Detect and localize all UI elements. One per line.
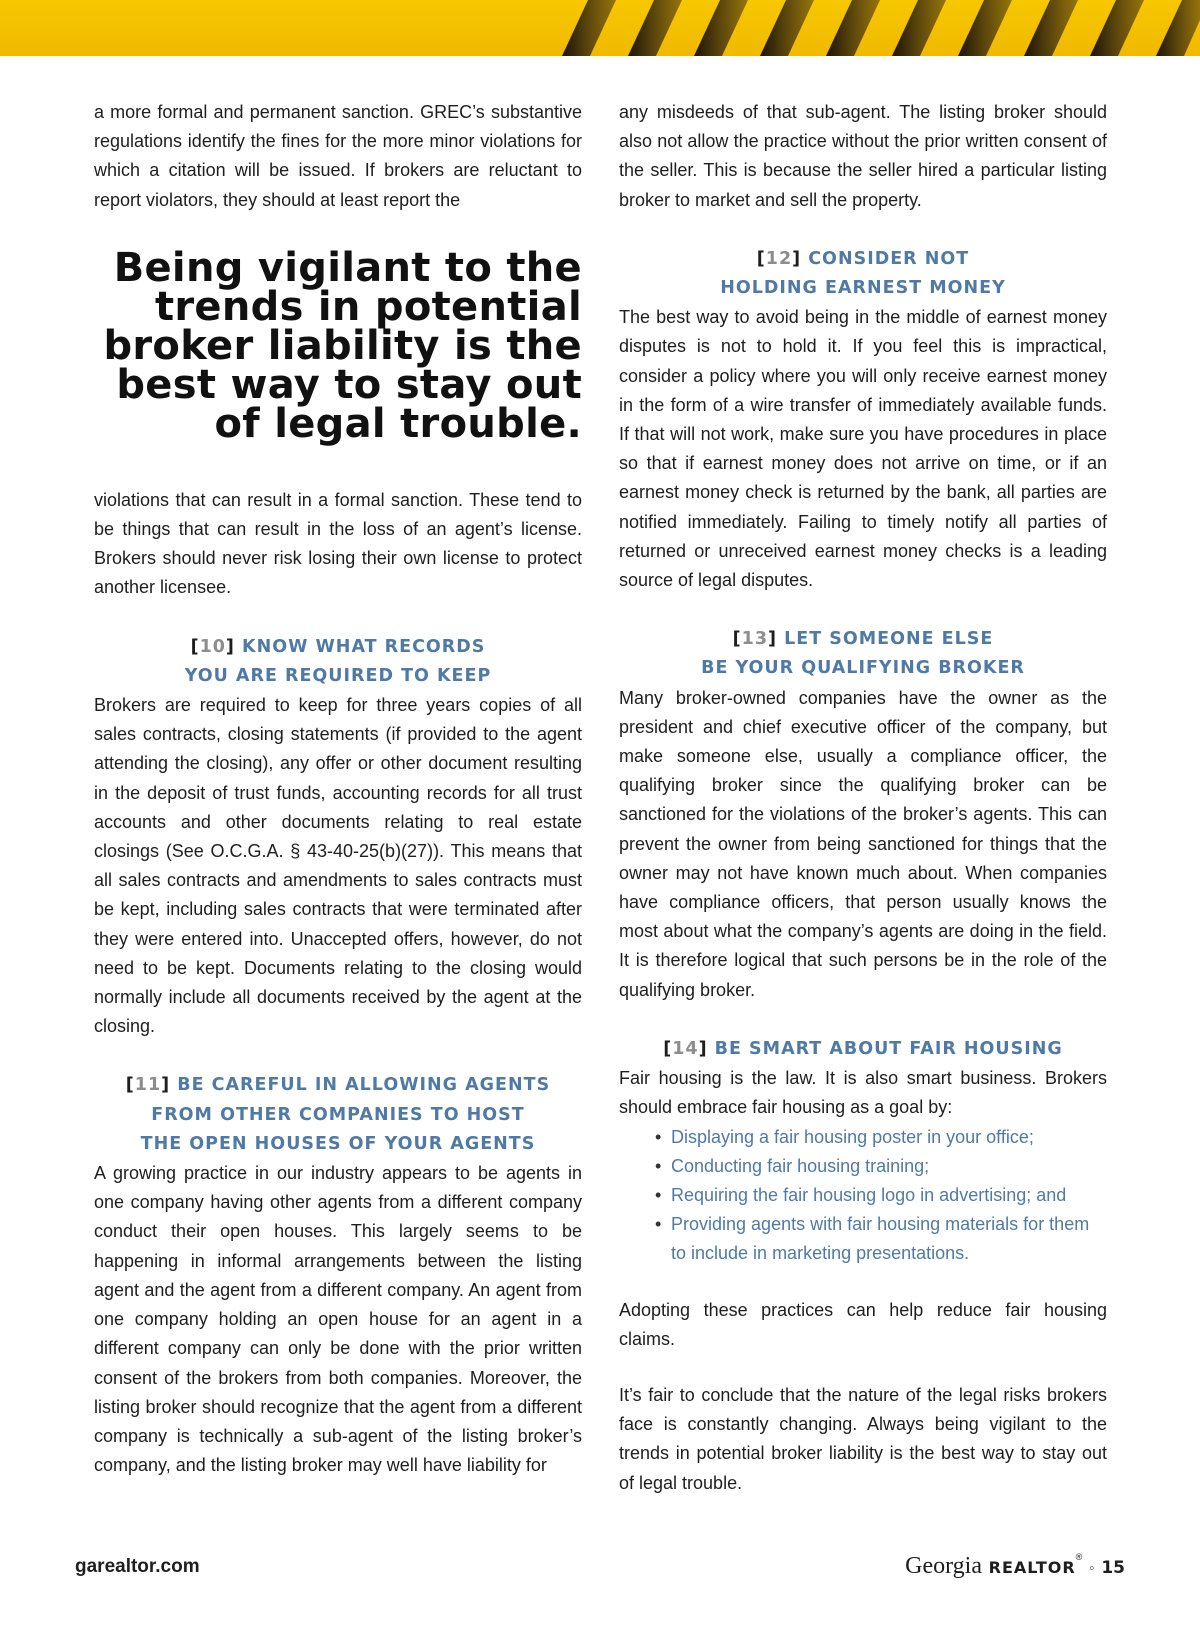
section-10-body: Brokers are required to keep for three years copies of all sales contracts, closing statements (if provided to the agent attending the closing), any offer or other document resulting in the deposit of trust funds, accounting records for all trust accounts and other documents relating to real estate closings (See O.C.G.A. § 43-40-25(b)(27)). This means that all sales contracts and amendments to sales contracts must be kept, including sales contracts that were terminated after they were entered into. Unaccepted offers, however, do not need to be kept. Documents relating to the closing would normally include all documents received by the agent at the closing. [94, 695, 582, 1037]
section-13-title-line2: BE YOUR QUALIFYING BROKER [701, 658, 1025, 679]
closing-paragraph-2: It’s fair to conclude that the nature of the legal risks brokers face is constantly changing. Always being vigilant to the trends in potential broker liability is the best way to stay out of legal trouble. [619, 1384, 1107, 1493]
right-column [619, 98, 1107, 1498]
section-11-body: A growing practice in our industry appears to be agents in one company having other agents from a different company conduct their open houses. This largely seems to be happening in informal arrangements between the listing agent and the agent from a different company. An agent from one company holding an open house for an agent in a different company can only be done with the prior written consent of the brokers from both companies. Moreover, the listing broker should recognize that the agent from a different company is technically a sub-agent of the listing broker’s company, and the listing broker may well have liability for [94, 1163, 582, 1476]
list-item: • Providing agents with fair housing materials for them to include in marketing presentations. [655, 1210, 1107, 1268]
page-number: 15 [1101, 1558, 1125, 1578]
heading-close-bracket: ] [792, 248, 802, 269]
section-12-heading [619, 245, 1107, 303]
publication-name-realtor: REALTOR [988, 1558, 1076, 1577]
section-number: 13 [741, 629, 769, 650]
section-13-body: Many broker-owned companies have the owner as the president and chief executive officer of the company, but make someone else, usually a compliance officer, the qualifying broker since the qualifying broker can be sanctioned for the violations of the broker’s agents. This can prevent the owner from being sanctioned for things that the owner may not have known much about. When companies have compliance officers, that person usually knows the most about what the company’s agents are doing in the field. It is therefore logical that such persons be in the role of the qualifying broker. [619, 687, 1107, 1000]
section-12-body: The best way to avoid being in the middle of earnest money disputes is not to hold it. If you feel this is impractical, consider a policy where you will only receive earnest money in the form of a wire transfer of immediately available funds. If that will not work, make sure you have procedures in place so that if earnest money does not arrive on time, or if an earnest money check is returned by the bank, all parties are notified immediately. Failing to timely notify all parties of returned or unreceived earnest money checks is a leading source of legal disputes. [619, 307, 1107, 591]
heading-open-bracket: [ [663, 1038, 673, 1059]
fair-housing-list [655, 1123, 1107, 1269]
list-item: • Displaying a fair housing poster in your office; [655, 1123, 1107, 1152]
section-number: 11 [134, 1075, 162, 1096]
section-11-title-line2: FROM OTHER COMPANIES TO HOST [151, 1104, 525, 1125]
section-12-title-line1: CONSIDER NOT [808, 248, 970, 269]
section-11-title-line3: THE OPEN HOUSES OF YOUR AGENTS [140, 1133, 536, 1154]
heading-open-bracket: [ [756, 248, 766, 269]
section-11-title-line1: BE CAREFUL IN ALLOWING AGENTS [177, 1075, 551, 1096]
section-number: 12 [765, 248, 793, 269]
heading-close-bracket: ] [225, 636, 235, 657]
bullet-icon: • [655, 1184, 662, 1205]
left-column [94, 98, 582, 1480]
section-10-title-line1: KNOW WHAT RECORDS [242, 636, 486, 657]
section-11-heading [94, 1071, 582, 1159]
bullet-icon: • [655, 1155, 662, 1176]
heading-close-bracket: ] [161, 1075, 171, 1096]
separator-icon: ◦ [1088, 1560, 1095, 1577]
list-item: • Requiring the fair housing logo in advertising; and [655, 1181, 1107, 1210]
registered-mark: ® [1075, 1552, 1083, 1562]
footer-website: garealtor.com [75, 1556, 200, 1577]
top-banner [0, 0, 1200, 56]
pull-quote: Being vigilant to the trends in potential broker liability is the best way to stay out of legal trouble. [103, 244, 582, 447]
section-13-heading [619, 625, 1107, 683]
left-continuation-paragraph: violations that can result in a formal sanction. These tend to be things that can result in the loss of an agent’s license. Brokers should never risk losing their own license to protect another licensee. [94, 489, 582, 598]
section-13-title-line1: LET SOMEONE ELSE [784, 629, 994, 650]
heading-close-bracket: ] [768, 629, 778, 650]
closing-paragraph-1: Adopting these practices can help reduce fair housing claims. [619, 1299, 1107, 1349]
heading-open-bracket: [ [732, 629, 742, 650]
footer-publication [905, 1552, 1125, 1580]
section-14-heading [619, 1035, 1107, 1064]
heading-open-bracket: [ [125, 1075, 135, 1096]
heading-open-bracket: [ [190, 636, 200, 657]
right-intro-paragraph: any misdeeds of that sub-agent. The listing broker should also not allow the practice without the prior written consent of the seller. This is because the seller hired a particular listing broker to market and sell the property. [619, 102, 1107, 210]
section-number: 14 [672, 1038, 699, 1059]
heading-close-bracket: ] [698, 1038, 708, 1059]
section-12-title-line2: HOLDING EARNEST MONEY [720, 278, 1006, 299]
section-14-title-line1: BE SMART ABOUT FAIR HOUSING [714, 1038, 1063, 1059]
section-number: 10 [199, 636, 226, 657]
publication-name-georgia: Georgia [905, 1553, 982, 1579]
hazard-stripes [0, 0, 1200, 56]
section-10-heading [94, 633, 582, 691]
left-intro-paragraph: a more formal and permanent sanction. GREC’s substantive regulations identify the fines for the more minor violations for which a citation will be issued. If brokers are reluctant to report violators, they should at least report the [94, 102, 582, 210]
list-item: • Conducting fair housing training; [655, 1152, 1107, 1181]
section-10-title-line2: YOU ARE REQUIRED TO KEEP [184, 665, 492, 686]
bullet-icon: • [655, 1126, 662, 1147]
section-14-body: Fair housing is the law. It is also smart business. Brokers should embrace fair housing as a goal by: [619, 1068, 1107, 1118]
bullet-icon: • [655, 1214, 662, 1235]
